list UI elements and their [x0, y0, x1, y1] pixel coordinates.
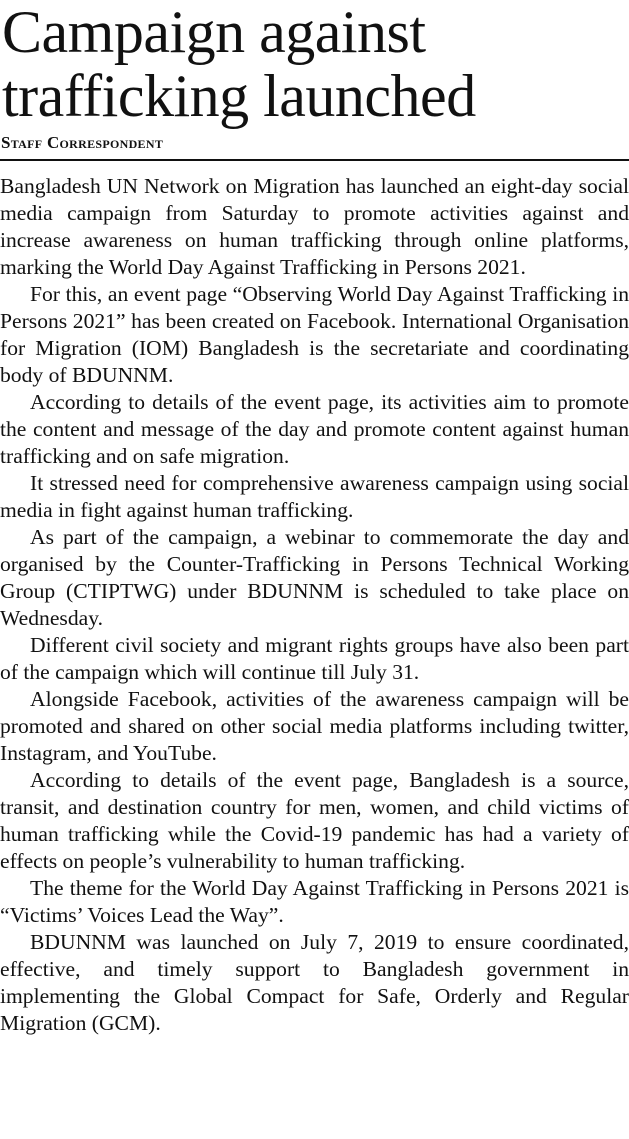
paragraph-10: BDUNNM was launched on July 7, 2019 to ensure coordinated, effective, and timely support to Bangladesh government in implementing the Global Compact for Safe, Orderly and Regular Migration (GCM). [0, 930, 629, 1035]
headline [0, 0, 629, 128]
paragraph-3: According to details of the event page, its activities aim to promote the content and message of the day and promote content against human trafficking and on safe migration. [0, 390, 629, 468]
paragraph-8: According to details of the event page, Bangladesh is a source, transit, and destination country for men, women, and child victims of human trafficking while the Covid-19 pandemic has had a variety of effects on people’s vulnerability to human trafficking. [0, 768, 629, 873]
article-body [0, 173, 629, 1037]
byline-divider [0, 159, 629, 161]
byline: Staff Correspondent [1, 133, 164, 152]
paragraph-1: Bangladesh UN Network on Migration has launched an eight-day social media campaign from Saturday to promote activities against and increase awareness on human trafficking through online platforms, marking the World Day Against Trafficking in Persons 2021. [0, 174, 629, 279]
headline-line-2: trafficking launched [2, 63, 476, 129]
paragraph-4: It stressed need for comprehensive awareness campaign using social media in fight against human trafficking. [0, 471, 629, 522]
paragraph-9: The theme for the World Day Against Trafficking in Persons 2021 is “Victims’ Voices Lead the Way”. [0, 876, 629, 927]
paragraph-7: Alongside Facebook, activities of the awareness campaign will be promoted and shared on other social media platforms including twitter, Instagram, and YouTube. [0, 687, 629, 765]
paragraph-2: For this, an event page “Observing World Day Against Trafficking in Persons 2021” has been created on Facebook. International Organisation for Migration (IOM) Bangladesh is the secretariate and coordinating body of BDUNNM. [0, 282, 629, 387]
paragraph-6: Different civil society and migrant rights groups have also been part of the campaign which will continue till July 31. [0, 633, 629, 684]
paragraph-5: As part of the campaign, a webinar to commemorate the day and organised by the Counter-Trafficking in Persons Technical Working Group (CTIPTWG) under BDUNNM is scheduled to take place on Wednesday. [0, 525, 629, 630]
headline-line-1: Campaign against [2, 0, 426, 65]
